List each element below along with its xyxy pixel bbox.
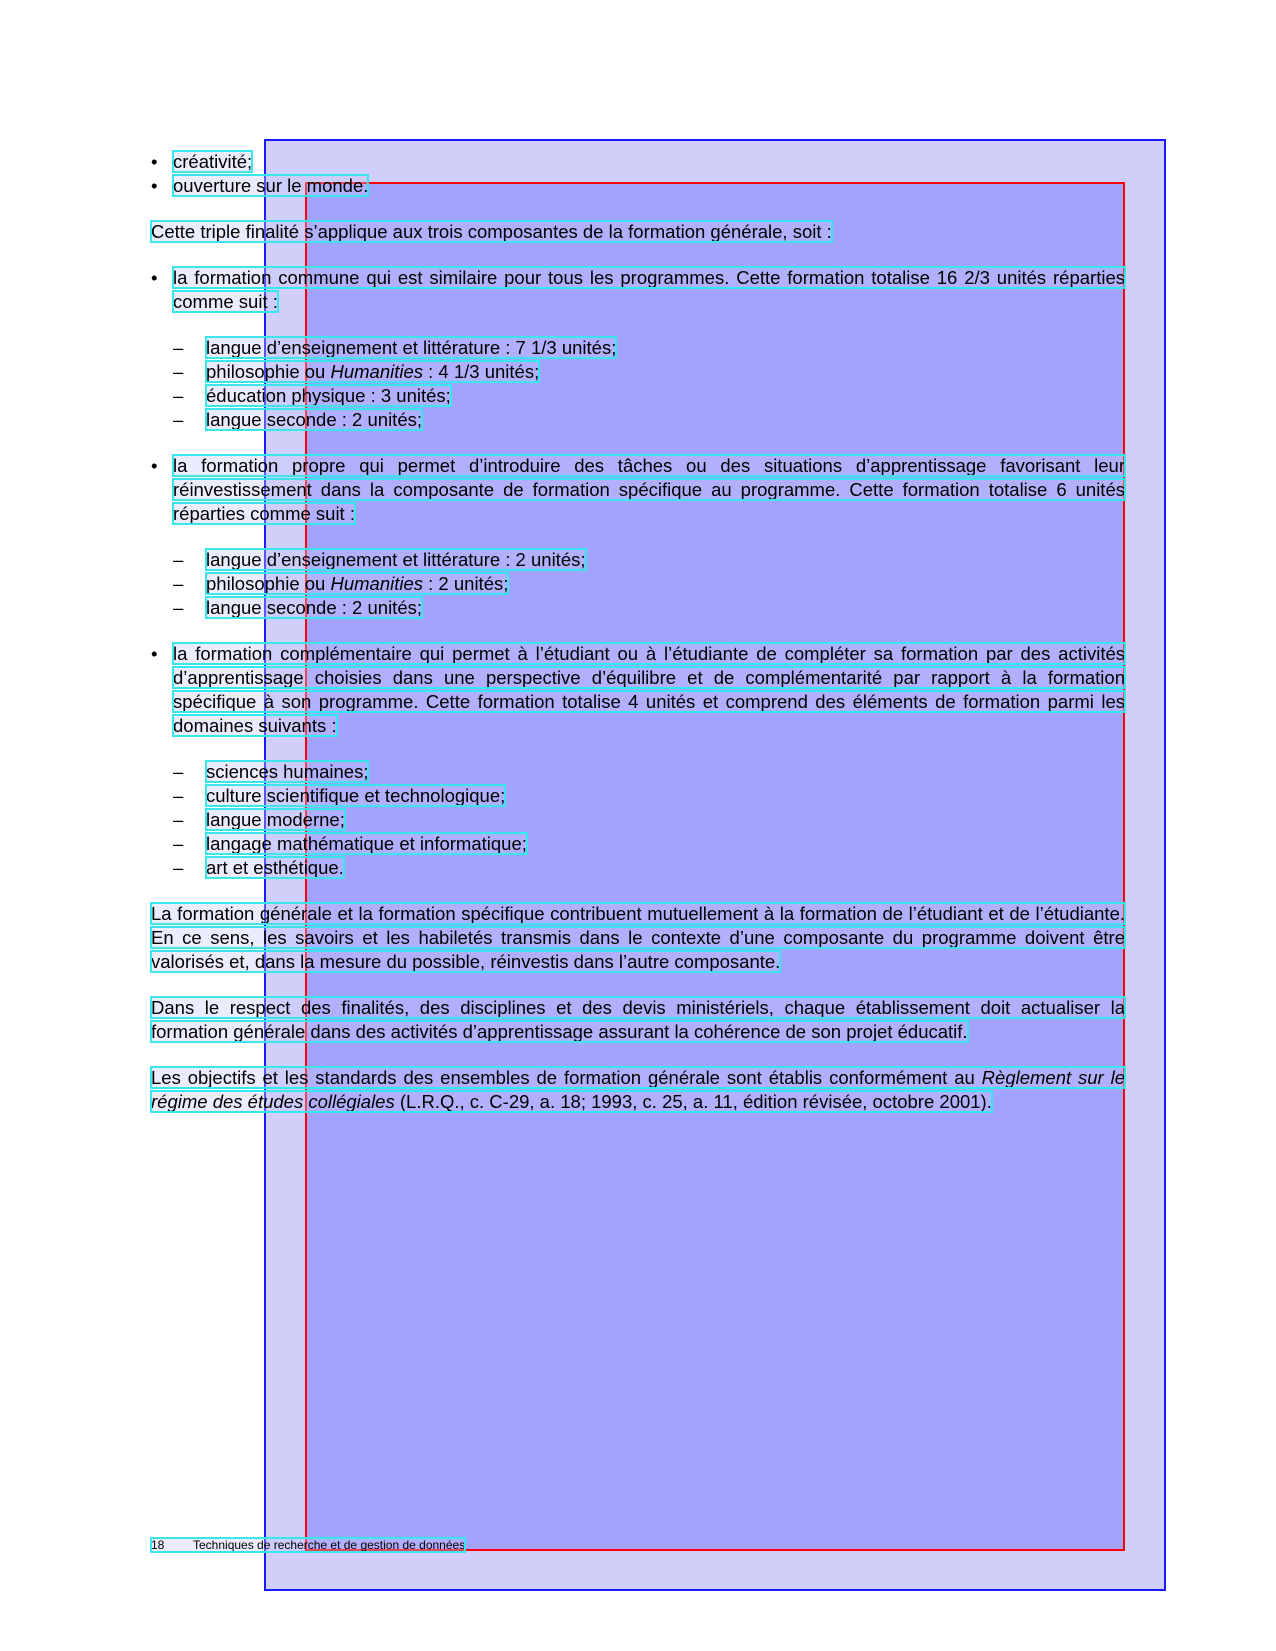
dash-text: langue seconde : 2 unités; [206, 597, 422, 618]
bullet-propre [151, 454, 1125, 526]
paragraph-objectifs [151, 1067, 1125, 1112]
commune-text: la formation commune qui est similaire pour tous les programmes. Cette formation totalise 16 2/3 unités réparties comme suit : [173, 267, 1125, 312]
dash-item [151, 336, 1125, 360]
dash-mark: – [173, 857, 184, 878]
dash-text: langue moderne; [206, 809, 345, 830]
bullet-mark: • [151, 175, 158, 196]
dash-item [151, 832, 1125, 856]
dash-mark: – [173, 597, 184, 618]
dash-text: art et esthétique. [206, 857, 344, 878]
dash-mark: – [173, 337, 184, 358]
dash-item [151, 856, 1125, 880]
page-number: 18 [151, 1538, 165, 1552]
dash-item [151, 572, 1125, 596]
dash-mark: – [173, 809, 184, 830]
dash-text: philosophie ou [206, 573, 331, 594]
dash-mark: – [173, 573, 184, 594]
bullet-text: ouverture sur le monde. [173, 175, 369, 196]
dash-mark: – [173, 833, 184, 854]
dash-item [151, 784, 1125, 808]
dash-text: langue d’enseignement et littérature : 2 unités; [206, 549, 586, 570]
paragraph-respect: Dans le respect des finalités, des disciplines et des devis ministériels, chaque établissement doit actualiser la formation générale dans des activités d’apprentissage assurant la cohérence de son projet éducatif. [151, 997, 1125, 1042]
dash-text: langage mathématique et informatique; [206, 833, 527, 854]
bullet-commune [151, 266, 1125, 314]
dash-mark: – [173, 785, 184, 806]
propre-text: la formation propre qui permet d’introduire des tâches ou des situations d’apprentissage favorisant leur réinvestissement dans la composante de formation spécifique au programme. Cette formation totalise 6 unités réparties comme suit : [173, 455, 1125, 524]
para3-text: (L.R.Q., c. C-29, a. 18; 1993, c. 25, a. 11, édition révisée, octobre 2001). [394, 1091, 992, 1112]
dash-mark: – [173, 385, 184, 406]
dash-item [151, 596, 1125, 620]
dash-text: langue d’enseignement et littérature : 7 1/3 unités; [206, 337, 617, 358]
dash-text: : 2 unités; [423, 573, 509, 594]
paragraph-formation: La formation générale et la formation spécifique contribuent mutuellement à la formation de l’étudiant et de l’étudiante. En ce sens, les savoirs et les habiletés transmis dans le contexte d’une composante du programme doivent être valorisés et, dans la mesure du possible, réinvestis dans l’autre composante. [151, 903, 1125, 972]
dash-item [151, 760, 1125, 784]
dash-mark: – [173, 549, 184, 570]
dash-text-italic: Humanities [330, 573, 424, 594]
dash-item [151, 408, 1125, 432]
bullet-mark: • [151, 643, 158, 664]
dash-mark: – [173, 409, 184, 430]
dash-text: philosophie ou [206, 361, 331, 382]
document-body [151, 150, 1125, 1114]
page-footer [151, 1538, 465, 1552]
bullet-mark: • [151, 151, 158, 172]
reglement-title: Règlement sur le régime des études collégiales [151, 1067, 1126, 1112]
bullet-item [151, 174, 1125, 198]
bullet-text: créativité; [173, 151, 253, 172]
bullet-item [151, 150, 1125, 174]
bullet-mark: • [151, 455, 158, 476]
dash-item [151, 384, 1125, 408]
dash-mark: – [173, 761, 184, 782]
complementaire-text: la formation complémentaire qui permet à l’étudiant ou à l’étudiante de compléter sa formation par des activités d’apprentissage choisies dans une perspective d’équilibre et de complémentarité par rapport à la formation spécifique à son programme. Cette formation totalise 4 unités et comprend des éléments de formation parmi les domaines suivants : [173, 643, 1125, 736]
bullet-complementaire [151, 642, 1125, 738]
dash-text: sciences humaines; [206, 761, 369, 782]
dash-item [151, 548, 1125, 572]
para3-text: Les objectifs et les standards des ensembles de formation générale sont établis conformément au [151, 1067, 982, 1088]
dash-text: culture scientifique et technologique; [206, 785, 506, 806]
dash-item [151, 360, 1125, 384]
bullet-mark: • [151, 267, 158, 288]
intro-paragraph: Cette triple finalité s’applique aux trois composantes de la formation générale, soit : [151, 221, 832, 242]
dash-text: éducation physique : 3 unités; [206, 385, 451, 406]
dash-mark: – [173, 361, 184, 382]
dash-text: : 4 1/3 unités; [423, 361, 540, 382]
footer-title: Techniques de recherche et de gestion de données [193, 1538, 466, 1552]
dash-text-italic: Humanities [330, 361, 424, 382]
dash-item [151, 808, 1125, 832]
dash-text: langue seconde : 2 unités; [206, 409, 422, 430]
